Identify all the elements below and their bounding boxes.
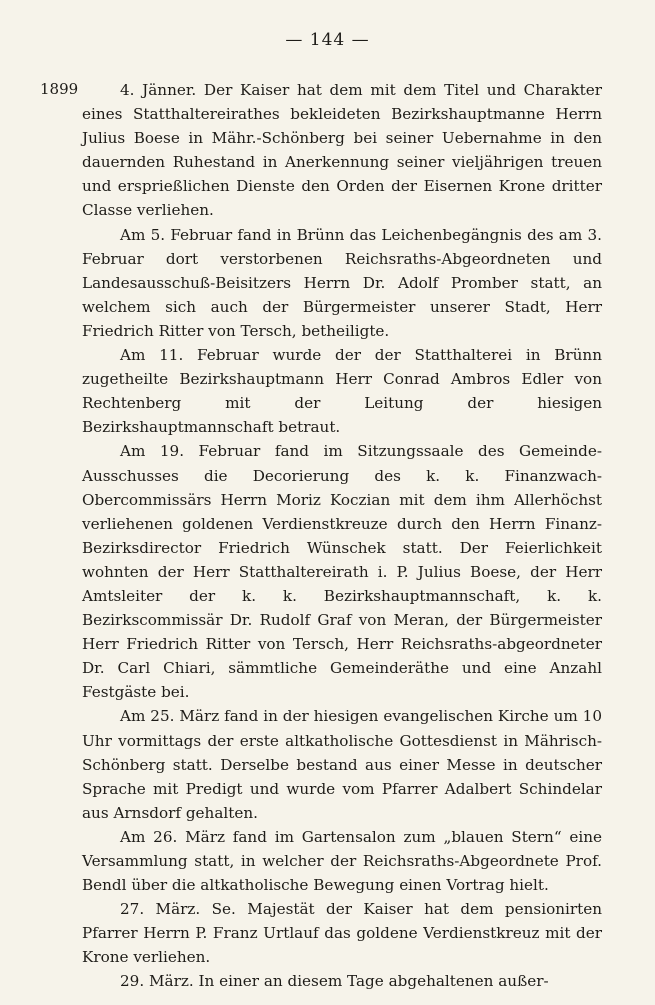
paragraph-maerz-26: Am 26. März fand im Gartensalon zum „blauen Stern“ eine Versammlung statt, in welcher der Reichsraths-Abgeordnete Prof. Bendl über die altkatholische Bewegung einen Vortrag hielt. [82,827,602,895]
paragraph-jaenner-4: 4. Jänner. Der Kaiser hat dem mit dem Titel und Charakter eines Statthaltereirathes bekleideten Bezirkshauptmanne Herrn Julius Boese in Mähr.-Schönberg bei seiner Uebernahme in den dauernden Ruhestand in Anerkennung seiner vieljährigen treuen und ersprießlichen Dienste den Orden der Eisernen Krone dritter Classe verliehen. [82,81,602,220]
margin-year: 1899 [40,80,79,98]
paragraph-februar-11: Am 11. Februar wurde der der Statthalterei in Brünn zugetheilte Bezirkshauptmann Herr Conrad Ambros Edler von Rechtenberg mit der Leitung der hiesigen Bezirkshauptmannschaft betraut. [82,346,602,437]
paragraph-maerz-29: 29. März. In einer an diesem Tage abgehaltenen außer- [120,972,549,991]
paragraph-februar-19: Am 19. Februar fand im Sitzungssaale des Gemeinde-Ausschusses die Decorierung des k. k. Finanzwach-Obercommissärs Herrn Moriz Koczian mit dem ihm Allerhöchst verliehenen goldenen Verdienstkreuze durch den Herrn Finanz-Bezirksdirector Friedrich Wünschek statt. Der Feierlichkeit wohnten der Herr Statthaltereirath i. P. Julius Boese, der Herr Amtsleiter der k. k. Bezirkshauptmannschaft, k. k. Bezirkscommissär Dr. Rudolf Graf von Meran, der Bürgermeister Herr Friedrich Ritter von Tersch, Herr Reichsraths-abgeordneter Dr. Carl Chiari, sämmtliche Gemeinderäthe und eine Anzahl Festgäste bei. [82,442,602,702]
page-number: — 144 — [285,30,370,50]
paragraph-maerz-27: 27. März. Se. Majestät der Kaiser hat dem pensionirten Pfarrer Herrn P. Franz Urtlauf das goldene Verdienstkreuz mit der Krone verliehen. [82,900,602,967]
chronicle-text [82,78,602,994]
paragraph-maerz-25: Am 25. März fand in der hiesigen evangelischen Kirche um 10 Uhr vormittags der erste altkatholische Gottesdienst in Mährisch-Schönberg statt. Derselbe bestand aus einer Messe in deutscher Sprache mit Predigt und wurde vom Pfarrer Adalbert Schindelar aus Arnsdorf gehalten. [82,707,602,822]
paragraph-februar-5: Am 5. Februar fand in Brünn das Leichenbegängnis des am 3. Februar dort verstorbenen Reichsraths-Abgeordneten und Landesausschuß-Beisitzers Herrn Dr. Adolf Promber statt, an welchem sich auch der Bürgermeister unserer Stadt, Herr Friedrich Ritter von Tersch, betheiligte. [82,225,602,340]
